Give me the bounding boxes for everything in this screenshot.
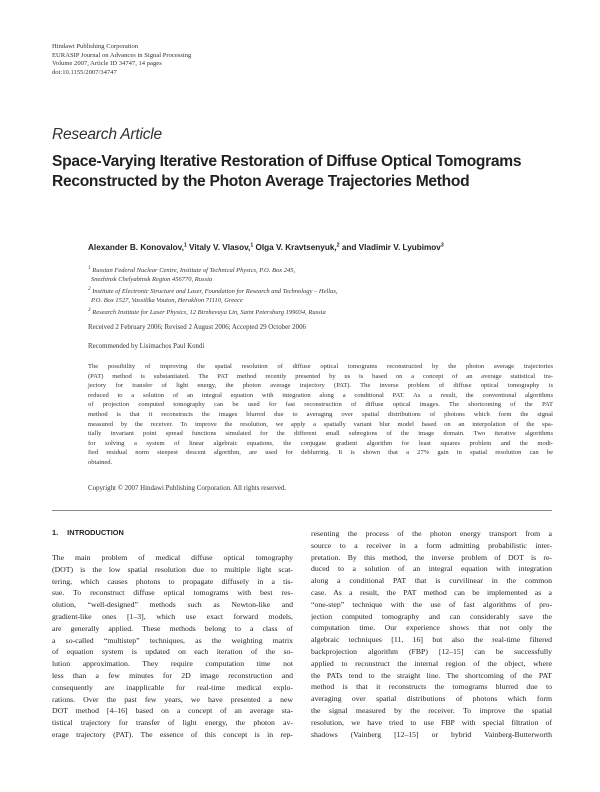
section-heading [52,528,124,537]
body-line: pretation. By this method, the inverse problem of DOT is re- [311,552,552,562]
author-1: Alexander B. Konovalov,$^1$ [88,242,187,252]
body-line: the PATs tend to the straight line. The shortcoming of the PAT [311,670,552,680]
body-line: resolution, we have tried to use FBP with special filtration of [311,717,552,727]
abstract-line: obtained. [88,458,113,466]
body-line: are generally applied. These methods belong to a class of [52,623,293,633]
authors [88,242,444,252]
body-line: a so-called “multistep” techniques, as the weighting matrix [52,635,293,645]
body-line: along a conditional PAT that is curvilinear in the common [311,576,552,586]
author-4: and Vladimir V. Lyubimov$^3$ [341,242,444,252]
abstract-line: reduced to a solution of an integral equation with integration along a conditional PAT. As a result, the conventional algorithms [88,391,553,399]
body-line: method is that it reconstructs the tomograms blurred due to [311,682,552,692]
abstract-line: measured by the receiver. To improve the resolution, we apply a spatially variant blur model based on an interpolation of the spa- [88,420,553,428]
body-line: averaging over spatial distributions of photons which form [311,694,552,704]
body-line: resenting the process of the photon energy transport from a [311,529,552,538]
body-line: computation time. Our experience shows that not only the [311,623,552,633]
body-line: DOT method [4–16] based on a concept of an average sta- [52,706,293,716]
abstract [88,362,553,468]
body-line: shadows (Vainberg [12–15] or hybrid Vainberg-Butterworth [311,729,552,739]
author-2: Vitaly V. Vlasov,$^1$ [189,242,254,252]
section-title: INTRODUCTION [67,528,124,537]
affiliation-1-cont: Snezhinsk Chelyabinsk Region 456770, Russia [91,276,213,284]
body-line: of equation system is updated on each iteration of the so- [52,647,293,657]
affiliation-2: $^2$ Institute of Electronic Structure and Laser, Foundation for Research and Technology – Hellas, [88,285,338,295]
journal-name: EURASIP Journal on Advances in Signal Processing [52,51,192,59]
journal-info [52,43,191,77]
affiliation-2-cont: P.O. Box 1527, Vassilika Vouton, Heraklion 71110, Greece [91,297,243,305]
body-line: olution, “well-designed” methods such as Newton-like and [52,600,293,610]
body-line: “one-step” technique with the use of fast algorithms of pro- [311,599,552,609]
abstract-line: for solving a system of linear algebraic equations, the conjugate gradient algorithm for least squares problem and the modi- [88,439,553,447]
recommended-by: Recommended by Lisimachos Paul Kondi [88,343,205,350]
abstract-line: (PAT) method is substantiated. The PAT method recently presented by us is based on a concept of an average statistical tra- [88,372,553,380]
body-line: the signal measured by the receiver. To improve the spatial [311,705,552,715]
body-line: tering, which causes photons to propagate diffusely in a tis- [52,576,293,586]
abstract-line: of projection computed tomography can be used for fast reconstruction of diffuse optical images. The shortcoming of the PAT [88,401,553,409]
body-line: less than a few minutes for 2D image reconstruction and [52,670,293,680]
section-divider [52,510,552,511]
publisher: Hindawi Publishing Corporation [52,43,139,50]
body-line: (DOT) is the low spatial resolution due to multiple light scat- [52,564,293,574]
body-line: rations. Over the past few years, we have presented a new [52,694,293,704]
right-column [311,528,552,740]
section-number: 1. [52,528,59,537]
body-line: duced to a solution of an integral equation with integration [311,564,552,574]
received-dates: Received 2 February 2006; Revised 2 August 2006; Accepted 29 October 2006 [88,324,306,331]
body-line: consequently are inapplicable for real-time medical explo- [52,682,293,692]
author-3: Olga V. Kravtsenyuk,$^2$ [255,242,340,252]
affiliations [88,264,558,317]
body-line: gradient-like ones [1–3], which use exact forward models, [52,611,293,621]
body-line: erage trajectory (PAT). The essence of this concept is in rep- [52,729,293,739]
body-line: source to a receiver in a form admitting probabilistic inter- [311,540,552,550]
body-line: applied to reconstruct the internal region of the object, where [311,658,552,668]
left-column [52,552,293,741]
affiliation-3: $^3$ Research Institute for Laser Physics, 12 Birzhevaya Lin, Saint Petersburg 199034, Russia [88,306,326,316]
body-line: tistical trajectory for transfer of light energy, the photon av- [52,718,293,728]
body-line: lution approximation. They require computation time not [52,659,293,669]
body-line: The main problem of medical diffuse optical tomography [52,553,293,562]
abstract-line: method is that it reconstructs the images blurred due to averaging over spatial distributions of photons which form the signal [88,410,553,418]
article-type: Research Article [52,126,162,143]
body-line: backprojection algorithm (FBP) [12–15] can be successfully [311,646,552,656]
body-line: algebraic techniques [11, 16] but also the real-time filtered [311,635,552,645]
affiliation-1: $^1$ Russian Federal Nuclear Centre, Institute of Technical Physics, P.O. Box 245, [88,265,296,275]
doi[interactable]: doi:10.1155/2007/34747 [52,68,117,76]
abstract-line: tially invariant point spread functions simulated for the different small subregions of the image domain. Two iterative algorithms [88,430,553,438]
body-line: case. As a result, the PAT method can be implemented as a [311,587,552,597]
abstract-line: The possibility of improving the spatial resolution of diffuse optical tomograms reconstructed by the photon average trajectories [88,363,553,370]
abstract-line: fied residual norm steepest descent algorithm, are used for deblurring. It is shown that a 27% gain in spatial resolution can be [88,449,553,457]
copyright: Copyright © 2007 Hindawi Publishing Corporation. All rights reserved. [88,485,287,492]
abstract-line: jectory for transfer of light energy, the photon average trajectory (PAT). The inverse problem of diffuse optical tomography is [88,382,553,390]
body-line: sue. To reconstruct diffuse optical tomograms with best res- [52,588,293,598]
volume-info: Volume 2007, Article ID 34747, 14 pages [52,60,162,68]
paper-title: Space-Varying Iterative Restoration of Diffuse Optical Tomograms Reconstructed by the Photon Average Trajectories Method [52,153,522,191]
body-line: jection computed tomography and can considerably save the [311,611,552,621]
